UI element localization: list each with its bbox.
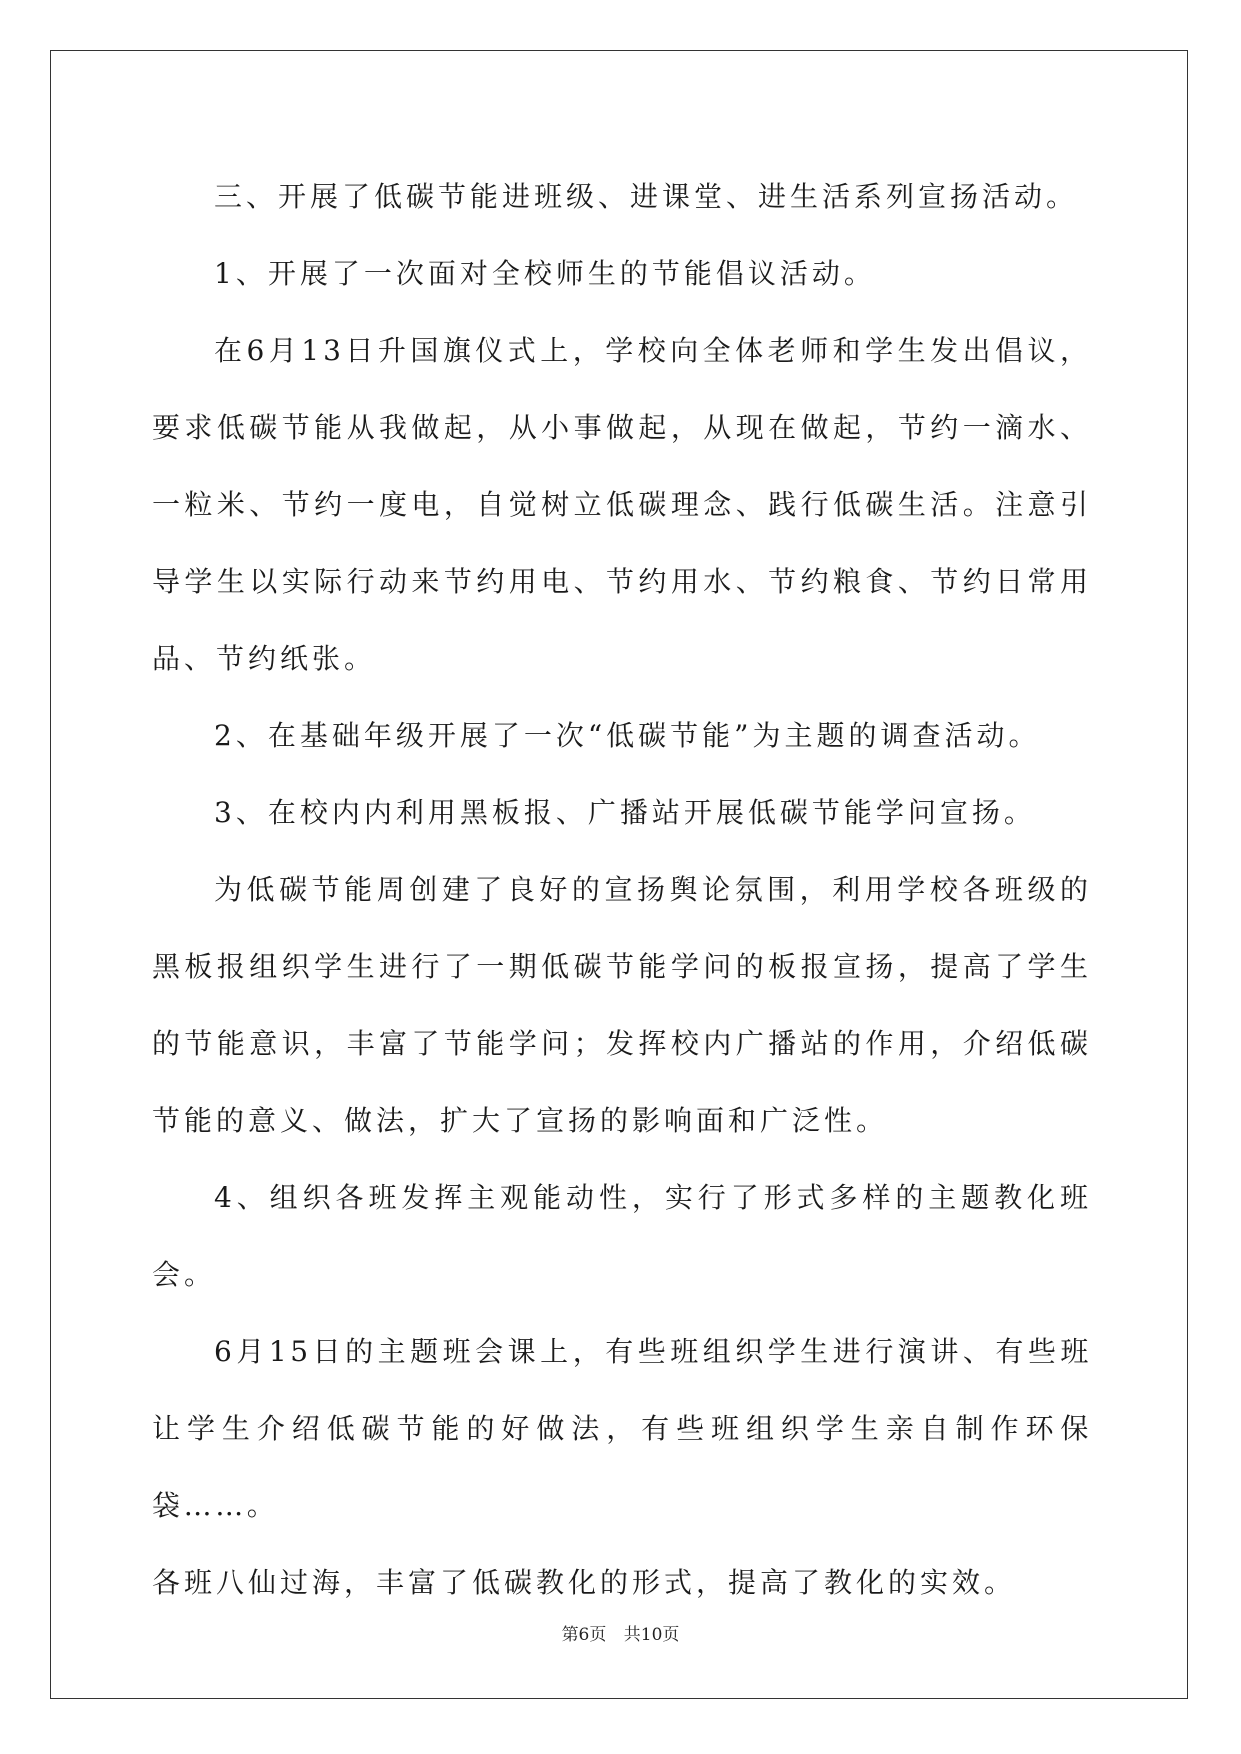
paragraph: 4、组织各班发挥主观能动性，实行了形式多样的主题教化班会。 (152, 1181, 1092, 1291)
paragraph: 各班八仙过海，丰富了低碳教化的形式，提高了教化的实效。 (152, 1566, 1017, 1599)
paragraph: 1、开展了一次面对全校师生的节能倡议活动。 (214, 257, 876, 290)
paragraph: 在6月13日升国旗仪式上，学校向全体老师和学生发出倡议，要求低碳节能从我做起，从小事做起，从现在做起，节约一滴水、一粒米、节约一度电，自觉树立低碳理念、践行低碳生活。注意引导学生以实际行动来节约用电、节约用水、节约粮食、节约日常用品、节约纸张。 (152, 334, 1092, 675)
paragraph: 6月15日的主题班会课上，有些班组织学生进行演讲、有些班让学生介绍低碳节能的好做法，有些班组织学生亲自制作环保袋……。 (152, 1335, 1092, 1522)
paragraph: 为低碳节能周创建了良好的宣扬舆论氛围，利用学校各班级的黑板报组织学生进行了一期低碳节能学问的板报宣扬，提高了学生的节能意识，丰富了节能学问；发挥校内广播站的作用，介绍低碳节能的意义、做法，扩大了宣扬的影响面和广泛性。 (152, 873, 1092, 1137)
page-footer (0, 1620, 1241, 1645)
page-number: 第6页 (561, 1625, 607, 1645)
paragraph: 2、在基础年级开展了一次“低碳节能”为主题的调查活动。 (214, 719, 1041, 752)
paragraph: 三、开展了低碳节能进班级、进课堂、进生活系列宣扬活动。 (214, 180, 1079, 213)
page-total: 共10页 (623, 1625, 680, 1645)
paragraph: 3、在校内内利用黑板报、广播站开展低碳节能学问宣扬。 (214, 796, 1036, 829)
document-body (152, 158, 1092, 1621)
